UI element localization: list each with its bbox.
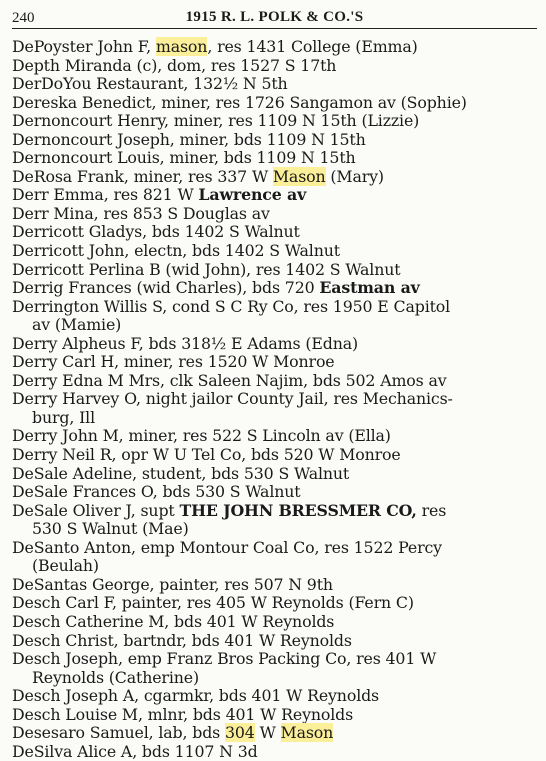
- entry-text: (Mary): [325, 166, 384, 186]
- entry-continuation: burg, Ill: [32, 407, 95, 427]
- highlighted-term: 304: [225, 723, 255, 743]
- directory-entries: [0, 38, 546, 761]
- entry-text: Desch Christ, bartndr, bds 401 W Reynolds: [12, 630, 352, 650]
- directory-entry: [0, 38, 546, 57]
- directory-entry: [0, 390, 546, 427]
- entry-text: Derricott John, electn, bds 1402 S Walnut: [12, 241, 340, 261]
- page-header: [12, 6, 537, 29]
- directory-entry: [0, 594, 546, 613]
- entry-text: Derricott Gladys, bds 1402 S Walnut: [12, 222, 300, 242]
- directory-entry: [0, 149, 546, 168]
- entry-text: Desch Joseph A, cgarmkr, bds 401 W Reynolds: [12, 686, 380, 706]
- entry-text: DerDoYou Restaurant, 132½ N 5th: [12, 74, 288, 94]
- entry-text: , res 1431 College (Emma): [207, 37, 418, 56]
- entry-text: DeSilva Alice A, bds 1107 N 3d: [12, 741, 258, 761]
- entry-continuation: 530 S Walnut (Mae): [32, 519, 189, 539]
- directory-entry: [0, 372, 546, 391]
- highlighted-term: Mason: [272, 166, 326, 186]
- entry-text: Derry Alpheus F, bds 318½ E Adams (Edna): [12, 333, 358, 353]
- entry-text: Desch Carl F, painter, res 405 W Reynolds (Fern C): [12, 593, 414, 613]
- entry-text: Dereska Benedict, miner, res 1726 Sangamon av (Sophie): [12, 92, 467, 112]
- directory-entry: [0, 706, 546, 725]
- cut-off-line: [12, 724, 532, 731]
- entry-text: Dernoncourt Henry, miner, res 1109 N 15th (Lizzie): [12, 111, 420, 131]
- entry-text: Derry Harvey O, night jailor County Jail, res Mechanics-: [12, 389, 453, 409]
- directory-entry: [0, 186, 546, 205]
- entry-text: DeSale Oliver J, supt: [12, 500, 180, 520]
- entry-text: Desch Catherine M, bds 401 W Reynolds: [12, 611, 335, 631]
- entry-text: Derr Emma, res 821 W: [12, 185, 199, 205]
- entry-text: DeSale Frances O, bds 530 S Walnut: [12, 482, 301, 502]
- entry-text: Derricott Perlina B (wid John), res 1402 S Walnut: [12, 259, 401, 279]
- directory-entry: [0, 502, 546, 539]
- directory-entry: [0, 576, 546, 595]
- entry-text: DeRosa Frank, miner, res 337 W: [12, 166, 273, 186]
- entry-text: Dernoncourt Louis, miner, bds 1109 N 15th: [12, 148, 356, 168]
- entry-text: Derrig Frances (wid Charles), bds 720: [12, 278, 320, 298]
- bold-text: THE JOHN BRESSMER CO,: [179, 500, 417, 520]
- directory-entry: [0, 279, 546, 298]
- entry-text: DeSanto Anton, emp Montour Coal Co, res 1522 Percy: [12, 537, 442, 557]
- bold-text: Eastman av: [319, 278, 420, 298]
- directory-entry: [0, 261, 546, 280]
- entry-continuation: Reynolds (Catherine): [32, 667, 199, 687]
- directory-entry: [0, 427, 546, 446]
- entry-text: Derr Mina, res 853 S Douglas av: [12, 203, 270, 223]
- directory-entry: [0, 112, 546, 131]
- entry-text: Derry Neil R, opr W U Tel Co, bds 520 W Monroe: [12, 445, 401, 465]
- directory-entry: [0, 483, 546, 502]
- entry-continuation: (Beulah): [32, 556, 99, 576]
- entry-text: DeSantas George, painter, res 507 N 9th: [12, 574, 333, 594]
- directory-entry: [0, 353, 546, 372]
- page-number: 240: [12, 10, 35, 26]
- directory-entry: [0, 75, 546, 94]
- directory-entry: [0, 539, 546, 576]
- entry-text: Desch Joseph, emp Franz Bros Packing Co, res 401 W: [12, 649, 437, 669]
- entry-text: Derry John M, miner, res 522 S Lincoln av (Ella): [12, 426, 391, 446]
- entry-text: Desch Louise M, mlnr, bds 401 W Reynolds: [12, 704, 354, 724]
- highlighted-term: mason: [155, 37, 208, 56]
- entry-text: Desesaro Samuel, lab, bds: [12, 723, 225, 743]
- directory-entry: [0, 205, 546, 224]
- entry-text: Derry Edna M Mrs, clk Saleen Najim, bds 502 Amos av: [12, 370, 447, 390]
- directory-entry: [0, 613, 546, 632]
- directory-entry: [0, 465, 546, 484]
- entry-continuation: av (Mamie): [32, 315, 122, 335]
- directory-entry: [0, 242, 546, 261]
- page-title: 1915 R. L. POLK & CO.'S: [185, 9, 364, 25]
- entry-text: Derry Carl H, miner, res 1520 W Monroe: [12, 352, 335, 372]
- directory-entry: [0, 94, 546, 113]
- directory-entry: [0, 57, 546, 76]
- directory-entry: [0, 743, 546, 761]
- entry-text: res: [416, 500, 447, 520]
- directory-entry: [0, 131, 546, 150]
- entry-text: DePoyster John F,: [12, 37, 156, 56]
- entry-text: W: [254, 723, 281, 743]
- directory-entry: [0, 650, 546, 687]
- directory-entry: [0, 298, 546, 335]
- directory-entry: [0, 168, 546, 187]
- directory-entry: [0, 687, 546, 706]
- directory-entry: [0, 335, 546, 354]
- entry-text: DeSale Adeline, student, bds 530 S Walnut: [12, 463, 350, 483]
- entry-text: Derrington Willis S, cond S C Ry Co, res 1950 E Capitol: [12, 296, 451, 316]
- bold-text: Lawrence av: [198, 185, 307, 205]
- directory-entry: [0, 446, 546, 465]
- entry-text: Dernoncourt Joseph, miner, bds 1109 N 15th: [12, 129, 366, 149]
- highlighted-term: Mason: [280, 723, 334, 743]
- directory-entry: [0, 223, 546, 242]
- entry-text: Depth Miranda (c), dom, res 1527 S 17th: [12, 55, 337, 75]
- directory-entry: [0, 632, 546, 651]
